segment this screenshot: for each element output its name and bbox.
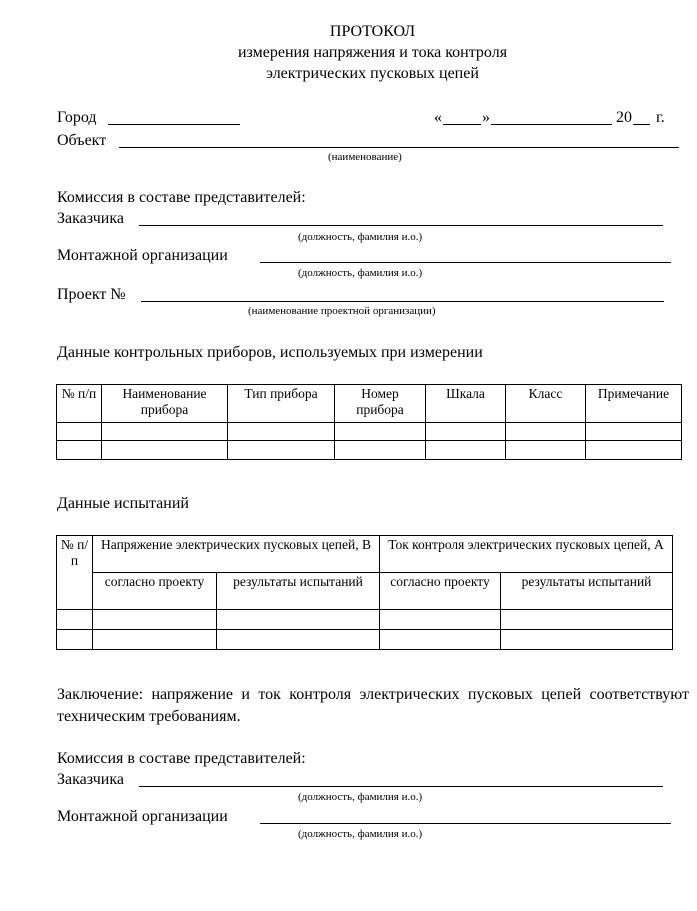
table-row xyxy=(57,630,673,650)
table-cell[interactable] xyxy=(57,610,93,630)
signature-customer-caption: (должность, фамилия и.о.) xyxy=(298,791,423,803)
table-cell[interactable] xyxy=(93,610,217,630)
signature-installer-label: Монтажной организации xyxy=(57,808,228,825)
table-cell[interactable] xyxy=(102,441,228,460)
table-cell[interactable] xyxy=(380,630,501,650)
object-label: Объект xyxy=(57,132,107,149)
signature-customer-label: Заказчика xyxy=(57,771,124,788)
installer-field[interactable] xyxy=(260,262,671,263)
tests-subheader-voltage-results: результаты испытаний xyxy=(217,573,380,610)
object-caption: (наименование) xyxy=(328,151,402,163)
table-cell[interactable] xyxy=(57,441,102,460)
date-close-quote: » xyxy=(482,109,490,126)
commission-title: Комиссия в составе представителей: xyxy=(57,189,306,206)
table-cell[interactable] xyxy=(426,423,506,441)
table-row xyxy=(57,441,682,460)
table-row xyxy=(57,610,673,630)
document-subtitle-line2: электрических пусковых цепей xyxy=(266,65,479,82)
table-cell[interactable] xyxy=(228,441,335,460)
date-year-field[interactable] xyxy=(633,124,650,125)
installer-caption: (должность, фамилия и.о.) xyxy=(298,267,423,279)
table-cell[interactable] xyxy=(228,423,335,441)
table-cell[interactable] xyxy=(501,610,673,630)
tests-header-current: Ток контроля электрических пусковых цепей, А xyxy=(380,536,673,573)
year-suffix: г. xyxy=(656,109,665,126)
project-field[interactable] xyxy=(141,301,664,302)
col-header-serial: Номер прибора xyxy=(335,385,426,423)
document-subtitle-line1: измерения напряжения и тока контроля xyxy=(237,44,508,61)
project-caption: (наименование проектной организации) xyxy=(248,305,436,317)
table-cell[interactable] xyxy=(335,423,426,441)
document-title: ПРОТОКОЛ xyxy=(329,23,416,40)
customer-field[interactable] xyxy=(139,225,663,226)
city-field[interactable] xyxy=(108,124,240,125)
col-header-class: Класс xyxy=(506,385,586,423)
table-cell[interactable] xyxy=(217,630,380,650)
object-field[interactable] xyxy=(119,147,679,148)
installer-label: Монтажной организации xyxy=(57,247,228,264)
table-cell[interactable] xyxy=(501,630,673,650)
signature-commission-title: Комиссия в составе представителей: xyxy=(57,750,306,767)
tests-header-voltage: Напряжение электрических пусковых цепей, В xyxy=(93,536,380,573)
table-cell[interactable] xyxy=(57,423,102,441)
table-cell[interactable] xyxy=(217,610,380,630)
tests-subheader-voltage-project: согласно проекту xyxy=(93,573,217,610)
table-cell[interactable] xyxy=(57,630,93,650)
table-cell[interactable] xyxy=(586,441,682,460)
date-open-quote: « xyxy=(434,109,442,126)
tests-subheader-current-results: результаты испытаний xyxy=(501,573,673,610)
table-cell[interactable] xyxy=(506,423,586,441)
signature-installer-field[interactable] xyxy=(260,823,671,824)
table-cell[interactable] xyxy=(586,423,682,441)
year-prefix: 20 xyxy=(616,109,632,126)
signature-customer-field[interactable] xyxy=(139,786,663,787)
tests-title: Данные испытаний xyxy=(57,495,189,512)
table-cell[interactable] xyxy=(380,610,501,630)
table-row xyxy=(57,423,682,441)
table-cell[interactable] xyxy=(93,630,217,650)
table-cell[interactable] xyxy=(426,441,506,460)
tests-table xyxy=(56,535,673,650)
instruments-title: Данные контрольных приборов, используемых при измерении xyxy=(57,344,483,361)
customer-caption: (должность, фамилия и.о.) xyxy=(298,231,423,243)
tests-subheader-current-project: согласно проекту xyxy=(380,573,501,610)
customer-label: Заказчика xyxy=(57,210,124,227)
table-cell[interactable] xyxy=(102,423,228,441)
table-cell[interactable] xyxy=(506,441,586,460)
table-cell[interactable] xyxy=(335,441,426,460)
date-month-field[interactable] xyxy=(491,124,612,125)
project-label: Проект № xyxy=(57,286,126,303)
col-header-type: Тип прибора xyxy=(228,385,335,423)
instruments-table xyxy=(56,384,682,460)
col-header-scale: Шкала xyxy=(426,385,506,423)
date-day-field[interactable] xyxy=(443,124,481,125)
col-header-name: Наименование прибора xyxy=(102,385,228,423)
tests-header-number: № п/п xyxy=(57,536,93,610)
col-header-note: Примечание xyxy=(586,385,682,423)
conclusion-text: Заключение: напряжение и ток контроля электрических пусковых цепей соответствуют техническим требованиям. xyxy=(57,686,689,725)
city-label: Город xyxy=(57,109,97,126)
signature-installer-caption: (должность, фамилия и.о.) xyxy=(298,828,423,840)
col-header-number: № п/п xyxy=(57,385,102,423)
